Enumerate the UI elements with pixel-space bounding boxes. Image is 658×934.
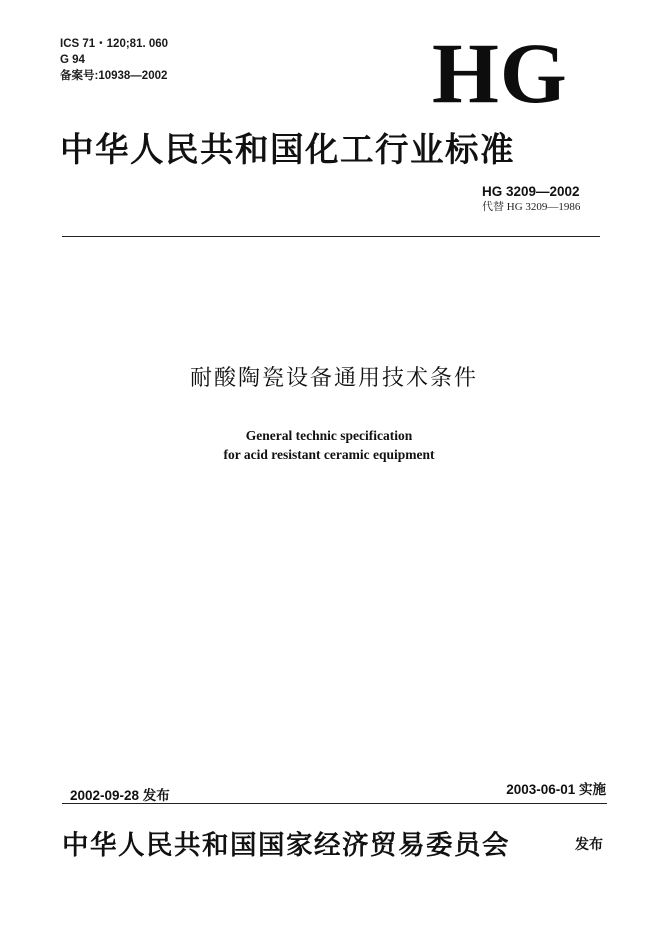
replaces-standard: 代替 HG 3209—1986 [482, 201, 581, 213]
bottom-divider [62, 803, 607, 804]
issuing-authority: 中华人民共和国国家经济贸易委员会 [62, 830, 510, 861]
classification-block [60, 36, 168, 84]
title-en-line-2: for acid resistant ceramic equipment [223, 447, 435, 462]
top-divider [62, 236, 600, 237]
ics-code: ICS 71・120;81. 060 [60, 38, 169, 50]
issue-date: 2002-09-28 发布 [70, 788, 170, 803]
filing-number: 备案号:10938—2002 [60, 70, 168, 82]
hg-logo: HG [432, 25, 568, 121]
issued-label: 发布 [575, 837, 603, 853]
document-title-en [0, 426, 658, 464]
document-title-cn: 耐酸陶瓷设备通用技术条件 [189, 366, 478, 391]
standard-number: HG 3209—2002 [482, 184, 580, 199]
title-en-line-1: General technic specification [245, 428, 413, 443]
standard-category-title: 中华人民共和国化工行业标准 [60, 130, 515, 169]
classification-code: G 94 [60, 54, 85, 66]
implementation-date: 2003-06-01 实施 [506, 782, 606, 797]
